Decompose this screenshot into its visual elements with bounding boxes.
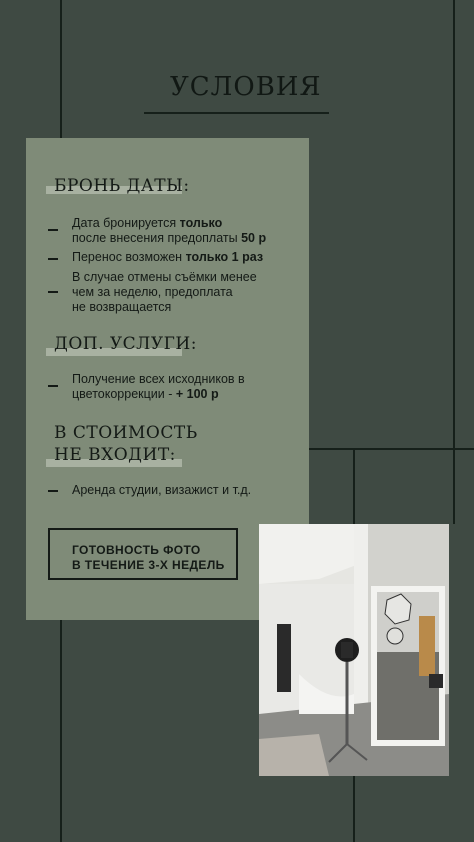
studio-photo: [259, 524, 449, 776]
not-included-heading-line2: НЕ ВХОДИТ:: [54, 445, 176, 465]
title-underline: [144, 112, 329, 114]
frame-line-top-right: [453, 0, 455, 524]
ready-line2: В ТЕЧЕНИЕ 3-Х НЕДЕЛЬ: [72, 558, 225, 572]
frame-line-left: [60, 0, 62, 138]
ready-line1: ГОТОВНОСТЬ ФОТО: [72, 543, 201, 557]
dash-icon: [48, 258, 58, 260]
page-title: УСЛОВИЯ: [170, 72, 322, 102]
dash-icon: [48, 291, 58, 293]
booking-heading: БРОНЬ ДАТЫ:: [54, 176, 190, 196]
frame-line-box: [353, 448, 355, 524]
dash-icon: [48, 490, 58, 492]
ready-time-box: [48, 528, 238, 580]
frame-line-mid: [309, 448, 474, 450]
studio-photo-image: [259, 524, 449, 776]
dash-icon: [48, 229, 58, 231]
not-included-heading-line1: В СТОИМОСТЬ: [54, 423, 198, 443]
dash-icon: [48, 385, 58, 387]
extra-heading: ДОП. УСЛУГИ:: [54, 334, 197, 354]
frame-line-box-lower: [353, 776, 355, 842]
frame-line-left-lower: [60, 620, 62, 842]
